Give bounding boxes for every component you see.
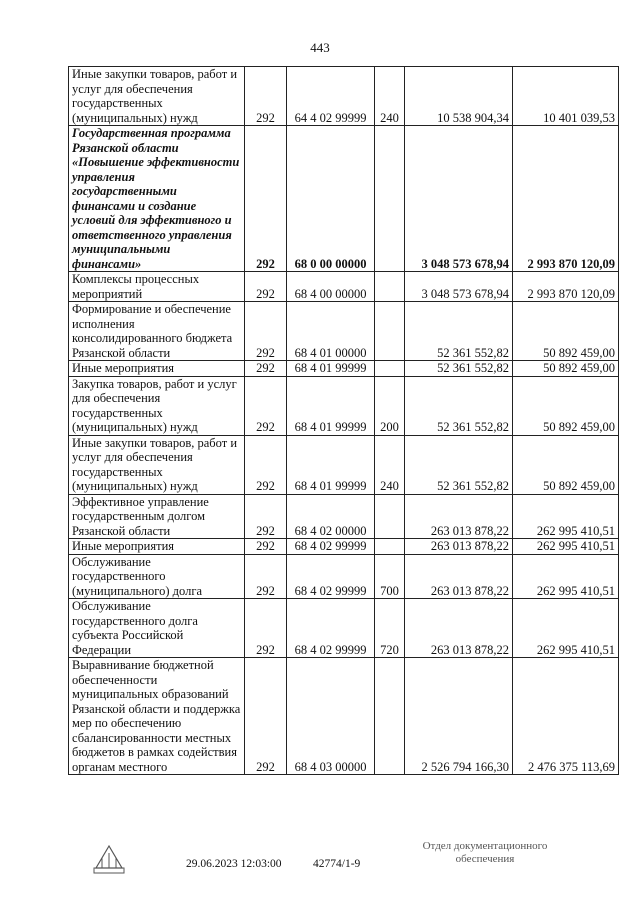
cell-ved: 292 — [245, 539, 287, 555]
cell-vr: 200 — [375, 376, 405, 435]
cell-y1: 263 013 878,22 — [405, 539, 513, 555]
cell-y2: 262 995 410,51 — [513, 554, 619, 599]
cell-y1: 3 048 573 678,94 — [405, 272, 513, 302]
cell-y2: 262 995 410,51 — [513, 599, 619, 658]
cell-kcsr: 68 4 00 00000 — [287, 272, 375, 302]
cell-name: Обслуживание государственного долга субъекта Российской Федерации — [69, 599, 245, 658]
cell-vr: 720 — [375, 599, 405, 658]
cell-y1: 263 013 878,22 — [405, 599, 513, 658]
cell-y1: 263 013 878,22 — [405, 494, 513, 539]
emblem-icon — [92, 840, 126, 876]
cell-y2: 2 993 870 120,09 — [513, 126, 619, 272]
cell-vr — [375, 361, 405, 377]
cell-ved: 292 — [245, 599, 287, 658]
cell-ved: 292 — [245, 494, 287, 539]
cell-y2: 50 892 459,00 — [513, 302, 619, 361]
cell-kcsr: 68 0 00 00000 — [287, 126, 375, 272]
cell-ved: 292 — [245, 302, 287, 361]
cell-ved: 292 — [245, 272, 287, 302]
cell-vr — [375, 272, 405, 302]
cell-vr: 240 — [375, 67, 405, 126]
cell-kcsr: 68 4 02 00000 — [287, 494, 375, 539]
table-row — [69, 376, 619, 435]
table-row — [69, 494, 619, 539]
cell-kcsr: 68 4 01 99999 — [287, 361, 375, 377]
table-row — [69, 67, 619, 126]
table-row — [69, 658, 619, 775]
cell-kcsr: 68 4 02 99999 — [287, 539, 375, 555]
cell-ved: 292 — [245, 361, 287, 377]
cell-y1: 52 361 552,82 — [405, 302, 513, 361]
cell-y1: 10 538 904,34 — [405, 67, 513, 126]
budget-table — [68, 66, 619, 775]
table-row — [69, 539, 619, 555]
cell-name: Иные мероприятия — [69, 361, 245, 377]
footer-doc-number: 42774/1-9 — [313, 858, 361, 870]
cell-name: Комплексы процессных мероприятий — [69, 272, 245, 302]
cell-ved: 292 — [245, 554, 287, 599]
cell-vr — [375, 658, 405, 775]
cell-y1: 2 526 794 166,30 — [405, 658, 513, 775]
cell-ved: 292 — [245, 435, 287, 494]
cell-y2: 2 476 375 113,69 — [513, 658, 619, 775]
cell-name: Иные мероприятия — [69, 539, 245, 555]
cell-y1: 52 361 552,82 — [405, 435, 513, 494]
cell-name: Выравнивание бюджетной обеспеченности муниципальных образований Рязанской области и поддержка мер по обеспечению сбалансированности местных бюджетов в рамках содействия органам местного — [69, 658, 245, 775]
cell-name: Иные закупки товаров, работ и услуг для обеспечения государственных (муниципальных) нужд — [69, 435, 245, 494]
table-row — [69, 302, 619, 361]
cell-kcsr: 64 4 02 99999 — [287, 67, 375, 126]
cell-name: Закупка товаров, работ и услуг для обеспечения государственных (муниципальных) нужд — [69, 376, 245, 435]
table-row — [69, 554, 619, 599]
cell-ved: 292 — [245, 376, 287, 435]
cell-ved: 292 — [245, 658, 287, 775]
table-row — [69, 272, 619, 302]
cell-ved: 292 — [245, 126, 287, 272]
cell-kcsr: 68 4 01 99999 — [287, 376, 375, 435]
cell-name: Эффективное управление государственным долгом Рязанской области — [69, 494, 245, 539]
cell-name: Иные закупки товаров, работ и услуг для обеспечения государственных (муниципальных) нужд — [69, 67, 245, 126]
table-row — [69, 361, 619, 377]
cell-kcsr: 68 4 01 00000 — [287, 302, 375, 361]
cell-vr — [375, 126, 405, 272]
page-number: 443 — [310, 40, 330, 55]
cell-ved: 292 — [245, 67, 287, 126]
cell-kcsr: 68 4 02 99999 — [287, 554, 375, 599]
cell-name: Формирование и обеспечение исполнения консолидированного бюджета Рязанской области — [69, 302, 245, 361]
cell-y1: 3 048 573 678,94 — [405, 126, 513, 272]
cell-vr: 700 — [375, 554, 405, 599]
department-stamp: Отдел документационного обеспечения — [422, 840, 548, 865]
cell-y1: 263 013 878,22 — [405, 554, 513, 599]
cell-y1: 52 361 552,82 — [405, 376, 513, 435]
cell-vr — [375, 539, 405, 555]
cell-name: Обслуживание государственного (муниципального) долга — [69, 554, 245, 599]
cell-y1: 52 361 552,82 — [405, 361, 513, 377]
cell-kcsr: 68 4 02 99999 — [287, 599, 375, 658]
cell-y2: 2 993 870 120,09 — [513, 272, 619, 302]
cell-name: Государственная программа Рязанской области «Повышение эффективности управления государственными финансами и создание условий для эффективного и ответственного управления муниципальными финансами» — [69, 126, 245, 272]
cell-kcsr: 68 4 03 00000 — [287, 658, 375, 775]
cell-y2: 50 892 459,00 — [513, 361, 619, 377]
cell-y2: 50 892 459,00 — [513, 435, 619, 494]
table-row — [69, 435, 619, 494]
table-row — [69, 599, 619, 658]
table-row — [69, 126, 619, 272]
cell-vr — [375, 494, 405, 539]
cell-y2: 50 892 459,00 — [513, 376, 619, 435]
cell-y2: 262 995 410,51 — [513, 539, 619, 555]
footer-datetime: 29.06.2023 12:03:00 — [186, 858, 282, 870]
cell-y2: 262 995 410,51 — [513, 494, 619, 539]
cell-vr — [375, 302, 405, 361]
cell-vr: 240 — [375, 435, 405, 494]
cell-kcsr: 68 4 01 99999 — [287, 435, 375, 494]
cell-y2: 10 401 039,53 — [513, 67, 619, 126]
